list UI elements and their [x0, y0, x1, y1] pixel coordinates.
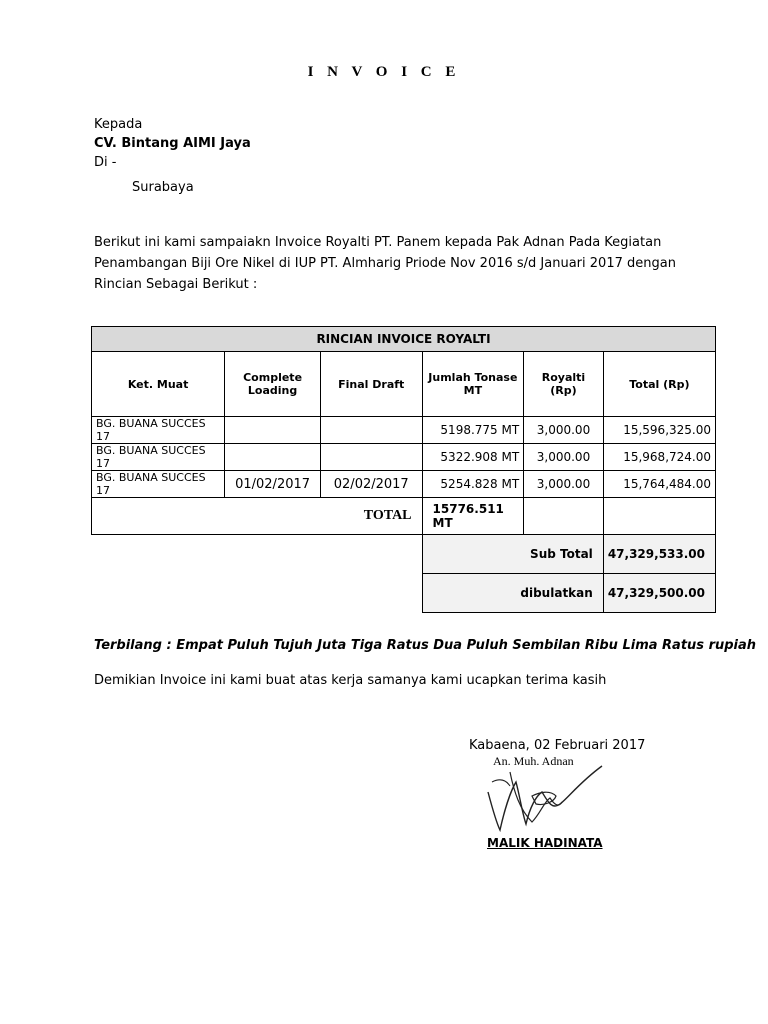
recipient-city: Surabaya [132, 180, 194, 195]
cell-total: 15,764,484.00 [603, 471, 715, 498]
col-jumlah-tonase: Jumlah Tonase MT [422, 352, 524, 417]
intro-line-2: Penambangan Biji Ore Nikel di IUP PT. Almharig Priode Nov 2016 s/d Januari 2017 dengan [94, 256, 676, 271]
col-royalti: Royalti (Rp) [524, 352, 604, 417]
cell-complete [225, 444, 321, 471]
rounded-row [92, 574, 716, 613]
cell-tonase: 5254.828 MT [422, 471, 524, 498]
invoice-table [91, 326, 716, 613]
terbilang-text: Terbilang : Empat Puluh Tujuh Juta Tiga Ratus Dua Puluh Sembilan Ribu Lima Ratus rupiah [94, 638, 757, 653]
on-behalf-label: An. Muh. Adnan [493, 754, 574, 768]
table-row [92, 417, 716, 444]
handwritten-signature [470, 752, 620, 842]
subtotal-value: 47,329,533.00 [603, 535, 715, 574]
col-total: Total (Rp) [603, 352, 715, 417]
total-label: TOTAL [92, 498, 423, 535]
cell-ket: BG. BUANA SUCCES 17 [92, 417, 225, 444]
col-final-draft: Final Draft [320, 352, 422, 417]
intro-line-1: Berikut ini kami sampaiakn Invoice Royalti PT. Panem kepada Pak Adnan Pada Kegiatan [94, 235, 662, 250]
cell-final [320, 417, 422, 444]
cell-ket: BG. BUANA SUCCES 17 [92, 471, 225, 498]
kepada-label: Kepada [94, 117, 143, 132]
table-row [92, 471, 716, 498]
total-royalti-empty [524, 498, 604, 535]
closing-text: Demikian Invoice ini kami buat atas kerja samanya kami ucapkan terima kasih [94, 673, 607, 688]
table-heading: RINCIAN INVOICE ROYALTI [92, 327, 716, 352]
cell-royalti: 3,000.00 [524, 417, 604, 444]
total-row [92, 498, 716, 535]
cell-complete [225, 417, 321, 444]
col-complete-loading: Complete Loading [225, 352, 321, 417]
total-amount-empty [603, 498, 715, 535]
cell-tonase: 5322.908 MT [422, 444, 524, 471]
column-header-row [92, 352, 716, 417]
subtotal-label: Sub Total [422, 535, 603, 574]
subtotal-row [92, 535, 716, 574]
di-label: Di - [94, 155, 117, 170]
table-row [92, 444, 716, 471]
signer-name: MALIK HADINATA [487, 836, 603, 850]
cell-final [320, 444, 422, 471]
rounded-value: 47,329,500.00 [603, 574, 715, 613]
total-tonase: 15776.511 MT [422, 498, 524, 535]
cell-total: 15,968,724.00 [603, 444, 715, 471]
cell-complete: 01/02/2017 [225, 471, 321, 498]
intro-paragraph [94, 232, 694, 295]
rounded-label: dibulatkan [422, 574, 603, 613]
place-date: Kabaena, 02 Februari 2017 [469, 738, 646, 753]
cell-tonase: 5198.775 MT [422, 417, 524, 444]
cell-total: 15,596,325.00 [603, 417, 715, 444]
col-ket-muat: Ket. Muat [92, 352, 225, 417]
cell-royalti: 3,000.00 [524, 444, 604, 471]
cell-royalti: 3,000.00 [524, 471, 604, 498]
cell-ket: BG. BUANA SUCCES 17 [92, 444, 225, 471]
recipient-name: CV. Bintang AIMI Jaya [94, 136, 251, 151]
cell-final: 02/02/2017 [320, 471, 422, 498]
intro-line-3: Rincian Sebagai Berikut : [94, 277, 258, 292]
document-title: I N V O I C E [307, 64, 461, 80]
